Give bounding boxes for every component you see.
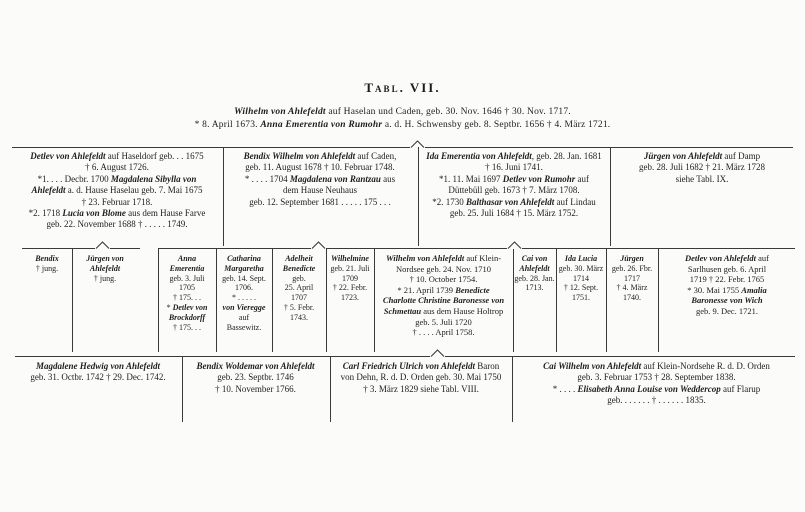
person-cell: Anna Emerentia geb. 3. Juli 1705 † 175. . . * Detlev von Brockdorff † 175. . . [166,254,208,332]
table-title: Tabl. VII. [364,80,441,95]
person-cell: Magdalene Hedwig von Ahlefeldt geb. 31. Octbr. 1742 † 29. Dec. 1742. [30,361,166,383]
divider-row3 [512,357,513,422]
divider-row3 [330,357,331,422]
person-cell: Cai von Ahlefeldt geb. 28. Jan. 1713. [514,254,555,293]
divider-row1 [418,147,419,246]
rule-row2-group-bc [158,248,795,249]
person-cell: Bendix Wilhelm von Ahlefeldt auf Caden, geb. 11. August 1678 † 10. Februar 1748. * . . . . 1704 Magdalena von Rantzau aus dem Hause Neuhaus geb. 12. September 1681 . . . . . 175 . . . [243,151,397,207]
divider-row2 [72,249,73,352]
connector-caret [430,349,445,357]
connector-caret [507,241,522,249]
person-cell: Detlev von Ahlefeldt auf Sarlhusen geb. 6. April 1719 † 22. Febr. 1765 * 30. Mai 1755 Amalia Baronesse von Wich geb. 9. Dec. 1721. [685,253,769,316]
divider-row2 [374,249,375,352]
divider-row1 [223,147,224,246]
divider-row2 [658,249,659,352]
connector-caret [95,241,110,249]
person-cell: Bendix Woldemar von Ahlefeldt geb. 23. Septbr. 1746 † 10. November 1766. [196,361,315,394]
header-marriage-line: * 8. April 1673. Anna Emerentia von Rumohr a. d. H. Schwensby geb. 8. Septbr. 1656 † 4. März 1721. [194,120,611,130]
person-cell: Carl Friedrich Ulrich von Ahlefeldt Baron von Dehn, R. d. D. Orden geb. 30. Mai 1750 † 3. März 1829 siehe Tabl. VIII. [340,361,502,394]
person-cell: Ida Emerentia von Ahlefeldt, geb. 28. Jan. 1681 † 16. Juni 1741. *1. 11. Mai 1697 Detlev von Rumohr auf Düttebüll geb. 1673 † 7. März 1708. *2. 1730 Balthasar von Ahlefeldt auf Lindau geb. 25. Juli 1684 † 15. März 1752. [426,151,602,219]
person-cell: Catharina Margaretha geb. 14. Sept. 1706. * . . . . . von Vieregge auf Bassewitz. [222,254,266,332]
divider-row1 [610,147,611,246]
header-person-line: Wilhelm von Ahlefeldt auf Haselan und Caden, geb. 30. Nov. 1646 † 30. Nov. 1717. [234,107,571,117]
rule-row1-top [12,147,793,148]
rule-row3-top [15,356,795,357]
person-cell: Bendix † jung. [35,254,59,273]
person-cell: Wilhelm von Ahlefeldt auf Klein- Nordsee geb. 24. Nov. 1710 † 10. October 1754. * 21. April 1739 Benedicte Charlotte Christine Baronesse von Schmettau aus dem Hause Holtrop geb. 5. Juli 1720 † . . . . April 1758. [382,253,505,338]
person-cell: Detlev von Ahlefeldt auf Haseldorf geb. . . 1675 † 6. August 1726. *1. . . . Decbr. 1700 Magdalena Sibylla von Ahlefeldt a. d. Hause Haselau geb. 7. Mai 1675 † 23. Februar 1718. *2. 1718 Lucia von Blome aus dem Hause Farve geb. 22. November 1688 † . . . . . 1749. [28,151,206,230]
person-cell: Adelheit Benedicte geb. 25. April 1707 † 5. Febr. 1743. [282,254,316,322]
person-cell: Jürgen von Ahlefeldt auf Damp geb. 28. Juli 1682 † 21. März 1728 siehe Tabl. IX. [639,151,765,184]
rule-row2-group-a [22,248,140,249]
connector-caret [311,241,326,249]
divider-row3 [182,357,183,422]
person-cell: Ida Lucia geb. 30. März 1714 † 12. Sept. 1751. [558,254,604,303]
person-cell: Jürgen geb. 26. Fbr. 1717 † 4. März 1740. [611,254,653,303]
person-cell: Wilhelmine geb. 21. Juli 1709 † 22. Febr. 1723. [330,254,370,303]
person-cell: Cai Wilhelm von Ahlefeldt auf Klein-Nordsehe R. d. D. Orden geb. 3. Februar 1753 † 28. September 1838. * . . . . Elisabeth Anna Louise von Weddercop auf Flarup geb. . . . . . . † . . . . . . 1835. [543,361,770,406]
person-cell: Jürgen von Ahlefeldt † jung. [86,254,124,283]
